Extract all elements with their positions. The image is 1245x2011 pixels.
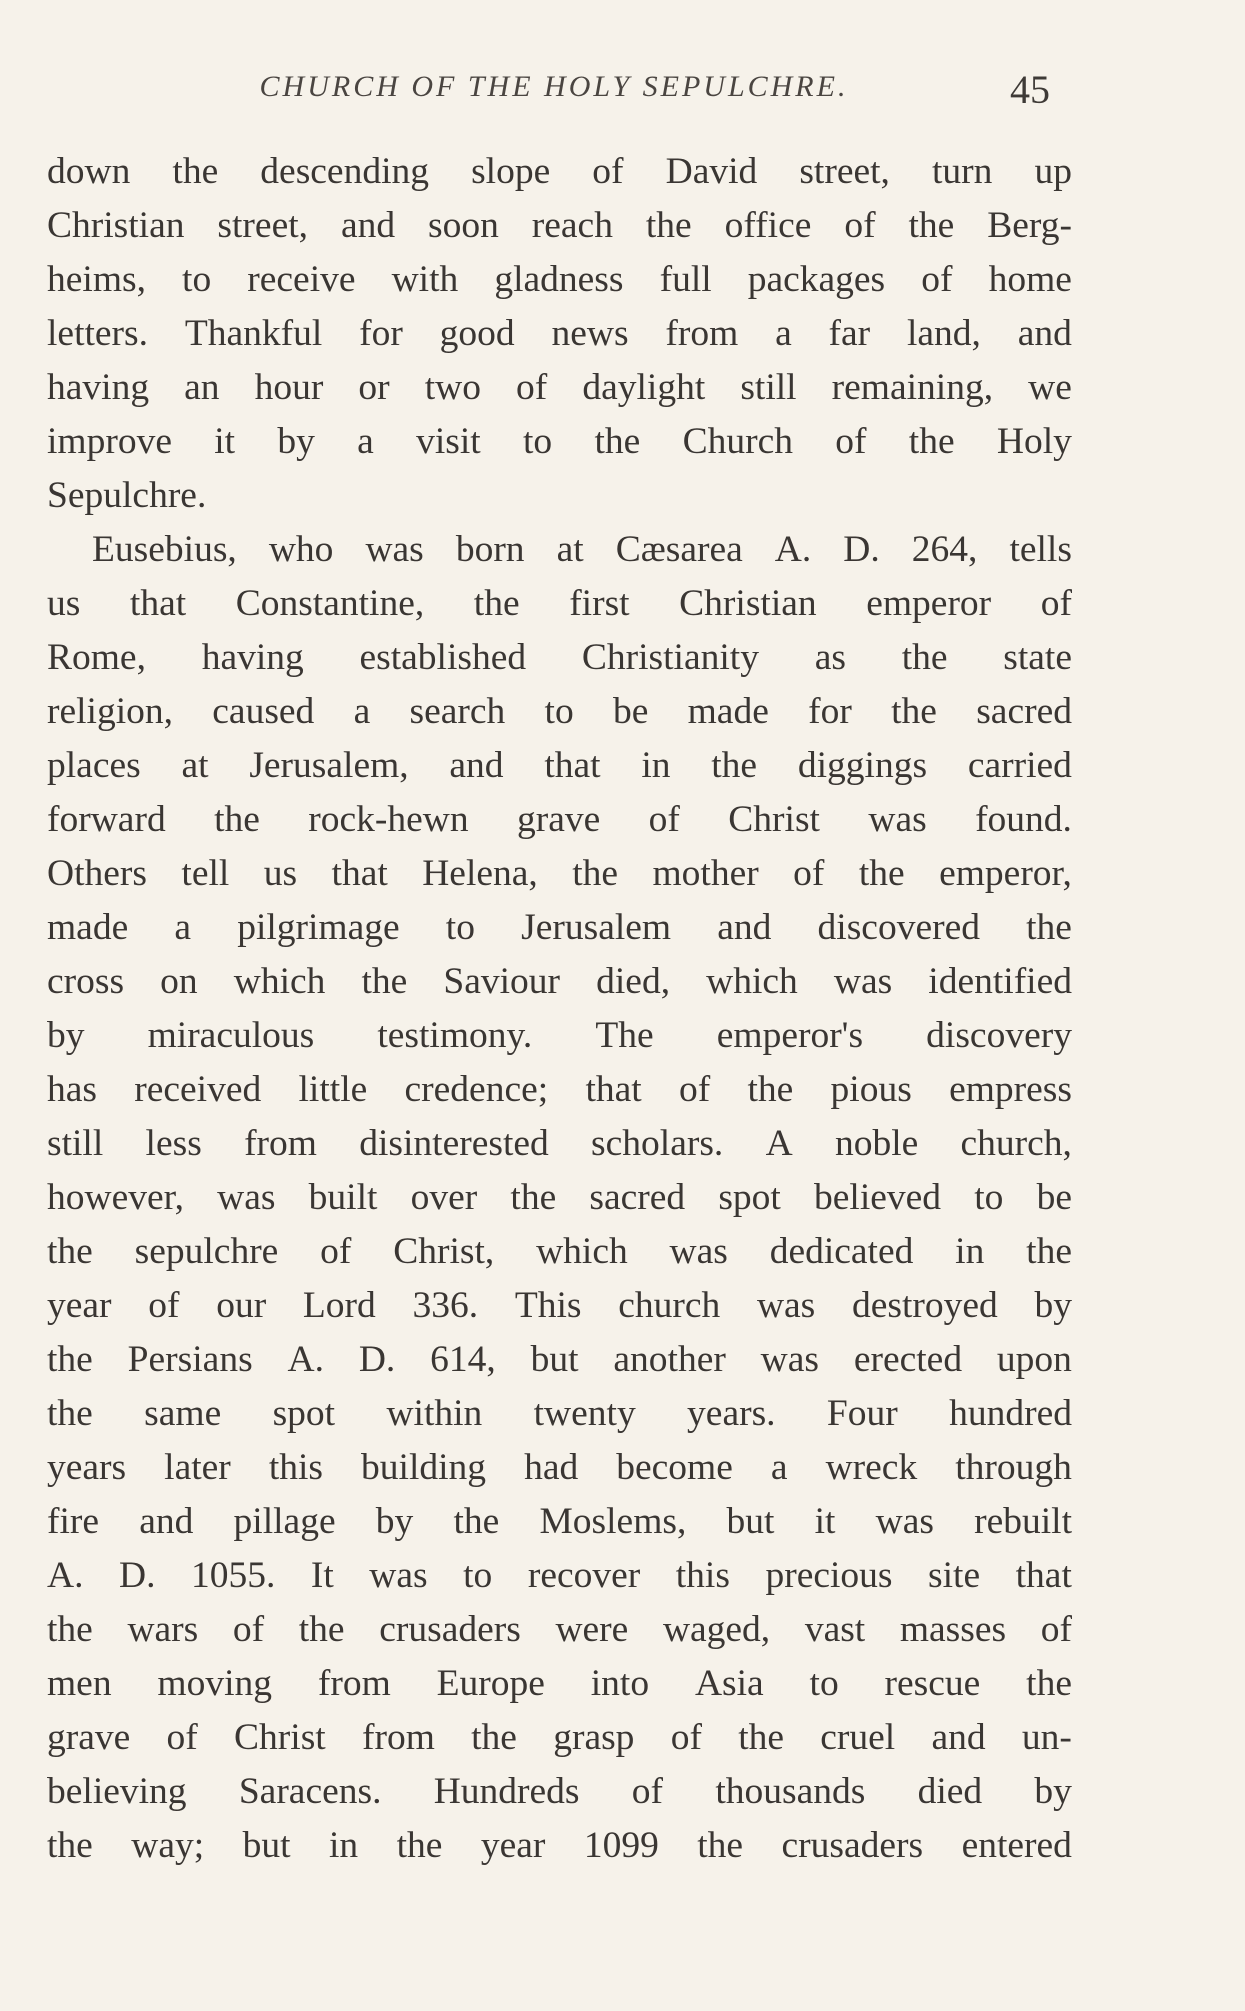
body-text [47, 145, 1072, 1873]
text-line: forward the rock-hewn grave of Christ was found. [47, 799, 1072, 840]
text-line: us that Constantine, the first Christian emperor of [47, 583, 1072, 624]
text-line: improve it by a visit to the Church of the Holy [47, 421, 1072, 462]
text-line: the way; but in the year 1099 the crusaders entered [47, 1825, 1072, 1866]
text-line: heims, to receive with gladness full packages of home [47, 259, 1072, 300]
text-line: the Persians A. D. 614, but another was erected upon [47, 1339, 1072, 1380]
text-line: Rome, having established Christianity as the state [47, 637, 1072, 678]
text-line: believing Saracens. Hundreds of thousands died by [47, 1771, 1072, 1812]
text-line: down the descending slope of David street, turn up [47, 151, 1072, 192]
running-title: CHURCH OF THE HOLY SEPULCHRE. [259, 70, 849, 103]
text-line: grave of Christ from the grasp of the cruel and un- [47, 1717, 1072, 1758]
text-line: fire and pillage by the Moslems, but it was rebuilt [47, 1501, 1072, 1542]
text-line: having an hour or two of daylight still remaining, we [47, 367, 1072, 408]
text-line: by miraculous testimony. The emperor's discovery [47, 1015, 1072, 1056]
text-line: the same spot within twenty years. Four hundred [47, 1393, 1072, 1434]
text-line: Eusebius, who was born at Cæsarea A. D. 264, tells [92, 529, 1072, 570]
text-line: religion, caused a search to be made for the sacred [47, 691, 1072, 732]
text-line: years later this building had become a wreck through [47, 1447, 1072, 1488]
text-line: men moving from Europe into Asia to rescue the [47, 1663, 1072, 1704]
text-line: the sepulchre of Christ, which was dedicated in the [47, 1231, 1072, 1272]
text-line: year of our Lord 336. This church was destroyed by [47, 1285, 1072, 1326]
text-line: places at Jerusalem, and that in the diggings carried [47, 745, 1072, 786]
page-number: 45 [1010, 67, 1050, 112]
text-line: A. D. 1055. It was to recover this precious site that [47, 1555, 1072, 1596]
text-line: however, was built over the sacred spot believed to be [47, 1177, 1072, 1218]
text-line: Christian street, and soon reach the office of the Berg- [47, 205, 1072, 246]
text-line: letters. Thankful for good news from a far land, and [47, 313, 1072, 354]
text-line: Sepulchre. [47, 475, 207, 516]
text-line: made a pilgrimage to Jerusalem and discovered the [47, 907, 1072, 948]
text-line: has received little credence; that of the pious empress [47, 1069, 1072, 1110]
text-line: still less from disinterested scholars. A noble church, [47, 1123, 1072, 1164]
text-line: the wars of the crusaders were waged, vast masses of [47, 1609, 1072, 1650]
text-line: cross on which the Saviour died, which was identified [47, 961, 1072, 1002]
text-line: Others tell us that Helena, the mother of the emperor, [47, 853, 1072, 894]
